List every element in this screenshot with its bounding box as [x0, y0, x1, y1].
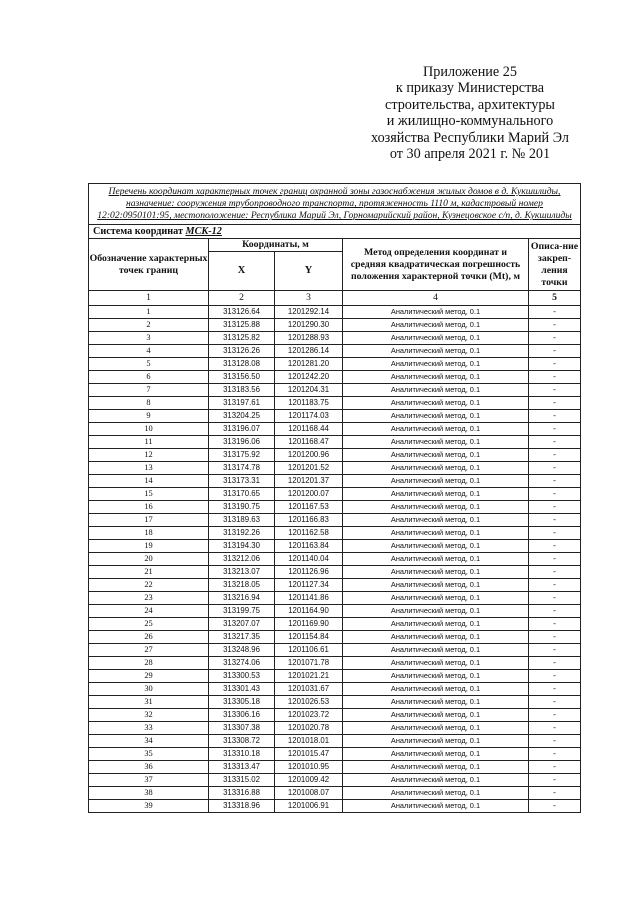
cell-x: 313318.96 [209, 800, 275, 813]
table-row [89, 631, 581, 644]
table-row [89, 605, 581, 618]
cell-point-number: 24 [89, 605, 209, 618]
cell-description: - [529, 566, 581, 579]
cell-point-number: 37 [89, 774, 209, 787]
cell-x: 313183.56 [209, 384, 275, 397]
cell-x: 313170.65 [209, 488, 275, 501]
cell-point-number: 22 [89, 579, 209, 592]
cell-method: Аналитический метод, 0.1 [343, 670, 529, 683]
cell-x: 313199.75 [209, 605, 275, 618]
cell-description: - [529, 631, 581, 644]
cell-x: 313213.07 [209, 566, 275, 579]
cell-description: - [529, 683, 581, 696]
cell-point-number: 7 [89, 384, 209, 397]
cell-method: Аналитический метод, 0.1 [343, 605, 529, 618]
cell-method: Аналитический метод, 0.1 [343, 592, 529, 605]
cell-method: Аналитический метод, 0.1 [343, 332, 529, 345]
table-row [89, 488, 581, 501]
cell-y: 1201242.20 [275, 371, 343, 384]
cell-point-number: 17 [89, 514, 209, 527]
cell-point-number: 32 [89, 709, 209, 722]
table-row [89, 618, 581, 631]
cell-y: 1201168.47 [275, 436, 343, 449]
table-row [89, 371, 581, 384]
table-row [89, 553, 581, 566]
cell-method: Аналитический метод, 0.1 [343, 657, 529, 670]
cell-description: - [529, 488, 581, 501]
coordinate-system-label: Система координат [93, 225, 183, 237]
cell-y: 1201009.42 [275, 774, 343, 787]
table-row [89, 319, 581, 332]
cell-y: 1201288.93 [275, 332, 343, 345]
cell-y: 1201183.75 [275, 397, 343, 410]
appendix-line: от 30 апреля 2021 г. № 201 [389, 146, 551, 163]
cell-point-number: 6 [89, 371, 209, 384]
cell-description: - [529, 696, 581, 709]
cell-point-number: 27 [89, 644, 209, 657]
cell-point-number: 31 [89, 696, 209, 709]
cell-y: 1201026.53 [275, 696, 343, 709]
column-numbers-row [89, 291, 581, 306]
cell-y: 1201200.07 [275, 488, 343, 501]
cell-x: 313315.02 [209, 774, 275, 787]
cell-x: 313218.05 [209, 579, 275, 592]
cell-x: 313126.26 [209, 345, 275, 358]
caption-row [89, 184, 581, 225]
cell-point-number: 2 [89, 319, 209, 332]
cell-description: - [529, 306, 581, 319]
cell-point-number: 3 [89, 332, 209, 345]
cell-method: Аналитический метод, 0.1 [343, 410, 529, 423]
cell-x: 313156.50 [209, 371, 275, 384]
cell-method: Аналитический метод, 0.1 [343, 384, 529, 397]
table-row [89, 566, 581, 579]
appendix-line: строительства, архитектуры [385, 96, 555, 113]
cell-description: - [529, 735, 581, 748]
cell-x: 313125.88 [209, 319, 275, 332]
cell-x: 313125.82 [209, 332, 275, 345]
cell-x: 313217.35 [209, 631, 275, 644]
cell-description: - [529, 436, 581, 449]
cell-x: 313313.47 [209, 761, 275, 774]
cell-y: 1201290.30 [275, 319, 343, 332]
cell-method: Аналитический метод, 0.1 [343, 709, 529, 722]
cell-x: 313174.78 [209, 462, 275, 475]
cell-y: 1201166.83 [275, 514, 343, 527]
table-caption: Перечень координат характерных точек границ охранной зоны газоснабжения жилых домов в д. Кукшилиды, назначение: сооружения трубопроводного транспорта, протяженность 1110 м, кадастровый номер 12:02:0950101:95, местоположение: Республика Марий Эл, Горномарийский район, Кузнецовское с/п, д. Кукшилиды [89, 184, 581, 225]
cell-y: 1201071.78 [275, 657, 343, 670]
cell-description: - [529, 423, 581, 436]
cell-y: 1201167.53 [275, 501, 343, 514]
cell-description: - [529, 748, 581, 761]
table-row [89, 345, 581, 358]
cell-description: - [529, 592, 581, 605]
cell-point-number: 16 [89, 501, 209, 514]
cell-point-number: 9 [89, 410, 209, 423]
cell-point-number: 34 [89, 735, 209, 748]
cell-y: 1201020.78 [275, 722, 343, 735]
table-row [89, 332, 581, 345]
cell-method: Аналитический метод, 0.1 [343, 787, 529, 800]
cell-description: - [529, 397, 581, 410]
table-row [89, 384, 581, 397]
cell-method: Аналитический метод, 0.1 [343, 358, 529, 371]
cell-point-number: 18 [89, 527, 209, 540]
cell-description: - [529, 618, 581, 631]
cell-description: - [529, 319, 581, 332]
cell-point-number: 15 [89, 488, 209, 501]
cell-method: Аналитический метод, 0.1 [343, 566, 529, 579]
cell-method: Аналитический метод, 0.1 [343, 683, 529, 696]
cell-y: 1201164.90 [275, 605, 343, 618]
table-row [89, 306, 581, 319]
column-number: 1 [89, 291, 209, 306]
cell-x: 313316.88 [209, 787, 275, 800]
cell-point-number: 14 [89, 475, 209, 488]
header-y: Y [275, 252, 343, 291]
cell-x: 313207.07 [209, 618, 275, 631]
cell-description: - [529, 514, 581, 527]
table-row [89, 436, 581, 449]
cell-y: 1201023.72 [275, 709, 343, 722]
table-row [89, 449, 581, 462]
cell-x: 313126.64 [209, 306, 275, 319]
cell-x: 313204.25 [209, 410, 275, 423]
cell-y: 1201006.91 [275, 800, 343, 813]
cell-method: Аналитический метод, 0.1 [343, 553, 529, 566]
cell-x: 313301.43 [209, 683, 275, 696]
cell-point-number: 13 [89, 462, 209, 475]
cell-description: - [529, 371, 581, 384]
cell-x: 313196.06 [209, 436, 275, 449]
cell-description: - [529, 644, 581, 657]
table-row [89, 397, 581, 410]
cell-method: Аналитический метод, 0.1 [343, 462, 529, 475]
cell-description: - [529, 579, 581, 592]
coordinate-system-value: МСК-12 [185, 225, 222, 237]
cell-method: Аналитический метод, 0.1 [343, 527, 529, 540]
cell-description: - [529, 722, 581, 735]
cell-description: - [529, 501, 581, 514]
cell-y: 1201204.31 [275, 384, 343, 397]
cell-description: - [529, 358, 581, 371]
cell-y: 1201281.20 [275, 358, 343, 371]
cell-x: 313305.18 [209, 696, 275, 709]
table-row [89, 787, 581, 800]
cell-y: 1201018.01 [275, 735, 343, 748]
table-row [89, 800, 581, 813]
cell-point-number: 25 [89, 618, 209, 631]
cell-y: 1201168.44 [275, 423, 343, 436]
cell-point-number: 21 [89, 566, 209, 579]
cell-method: Аналитический метод, 0.1 [343, 423, 529, 436]
cell-point-number: 4 [89, 345, 209, 358]
column-number: 3 [275, 291, 343, 306]
table-row [89, 670, 581, 683]
cell-point-number: 5 [89, 358, 209, 371]
cell-y: 1201141.86 [275, 592, 343, 605]
cell-method: Аналитический метод, 0.1 [343, 761, 529, 774]
table-row [89, 761, 581, 774]
cell-x: 313194.30 [209, 540, 275, 553]
table-row [89, 657, 581, 670]
table-row [89, 774, 581, 787]
table-row [89, 514, 581, 527]
coordinate-system [89, 225, 581, 239]
cell-point-number: 12 [89, 449, 209, 462]
cell-description: - [529, 475, 581, 488]
cell-method: Аналитический метод, 0.1 [343, 514, 529, 527]
cell-method: Аналитический метод, 0.1 [343, 475, 529, 488]
cell-y: 1201106.61 [275, 644, 343, 657]
cell-description: - [529, 540, 581, 553]
cell-x: 313308.72 [209, 735, 275, 748]
cell-description: - [529, 345, 581, 358]
table-row [89, 540, 581, 553]
cell-x: 313306.16 [209, 709, 275, 722]
cell-method: Аналитический метод, 0.1 [343, 345, 529, 358]
cell-point-number: 29 [89, 670, 209, 683]
cell-x: 313248.96 [209, 644, 275, 657]
cell-description: - [529, 709, 581, 722]
cell-method: Аналитический метод, 0.1 [343, 618, 529, 631]
cell-y: 1201292.14 [275, 306, 343, 319]
appendix-line: хозяйства Республики Марий Эл [371, 129, 569, 146]
cell-x: 313190.75 [209, 501, 275, 514]
table-row [89, 475, 581, 488]
table-row [89, 410, 581, 423]
cell-x: 313307.38 [209, 722, 275, 735]
cell-y: 1201140.04 [275, 553, 343, 566]
cell-method: Аналитический метод, 0.1 [343, 631, 529, 644]
cell-point-number: 19 [89, 540, 209, 553]
table-row [89, 696, 581, 709]
cell-method: Аналитический метод, 0.1 [343, 306, 529, 319]
cell-method: Аналитический метод, 0.1 [343, 397, 529, 410]
cell-description: - [529, 787, 581, 800]
cell-method: Аналитический метод, 0.1 [343, 800, 529, 813]
cell-description: - [529, 657, 581, 670]
cell-method: Аналитический метод, 0.1 [343, 319, 529, 332]
cell-point-number: 39 [89, 800, 209, 813]
column-number: 4 [343, 291, 529, 306]
cell-description: - [529, 462, 581, 475]
cell-method: Аналитический метод, 0.1 [343, 774, 529, 787]
appendix-line: и жилищно-коммунального [386, 113, 554, 130]
cell-description: - [529, 410, 581, 423]
cell-y: 1201201.52 [275, 462, 343, 475]
cell-description: - [529, 449, 581, 462]
appendix-line: к приказу Министерства [395, 80, 545, 97]
cell-x: 313274.06 [209, 657, 275, 670]
cell-point-number: 11 [89, 436, 209, 449]
cell-description: - [529, 384, 581, 397]
cell-x: 313173.31 [209, 475, 275, 488]
cell-x: 313189.63 [209, 514, 275, 527]
column-number: 5 [529, 291, 581, 306]
table-row [89, 423, 581, 436]
cell-point-number: 26 [89, 631, 209, 644]
cell-y: 1201021.21 [275, 670, 343, 683]
header-method: Метод определения координат и средняя квадратическая погрешность положения характерной точки (Mt), м [343, 239, 529, 291]
cell-point-number: 28 [89, 657, 209, 670]
cell-point-number: 33 [89, 722, 209, 735]
header-description: Описа-ние закреп-ления точки [529, 239, 581, 291]
table-row [89, 683, 581, 696]
cell-y: 1201154.84 [275, 631, 343, 644]
cell-method: Аналитический метод, 0.1 [343, 696, 529, 709]
cell-x: 313310.18 [209, 748, 275, 761]
cell-point-number: 23 [89, 592, 209, 605]
table-row [89, 527, 581, 540]
cell-y: 1201162.58 [275, 527, 343, 540]
cell-x: 313300.53 [209, 670, 275, 683]
cell-y: 1201015.47 [275, 748, 343, 761]
cell-method: Аналитический метод, 0.1 [343, 735, 529, 748]
cell-y: 1201163.84 [275, 540, 343, 553]
cell-y: 1201126.96 [275, 566, 343, 579]
column-number: 2 [209, 291, 275, 306]
cell-description: - [529, 527, 581, 540]
cell-description: - [529, 605, 581, 618]
cell-method: Аналитический метод, 0.1 [343, 540, 529, 553]
cell-x: 313216.94 [209, 592, 275, 605]
coordinates-table [88, 183, 581, 813]
header-coordinates: Координаты, м [209, 239, 343, 252]
cell-description: - [529, 670, 581, 683]
cell-point-number: 30 [89, 683, 209, 696]
cell-method: Аналитический метод, 0.1 [343, 501, 529, 514]
table-row [89, 748, 581, 761]
cell-x: 313196.07 [209, 423, 275, 436]
cell-y: 1201201.37 [275, 475, 343, 488]
cell-x: 313197.61 [209, 397, 275, 410]
cell-method: Аналитический метод, 0.1 [343, 748, 529, 761]
table-row [89, 462, 581, 475]
cell-y: 1201200.96 [275, 449, 343, 462]
cell-point-number: 10 [89, 423, 209, 436]
cell-point-number: 35 [89, 748, 209, 761]
table-row [89, 501, 581, 514]
cell-point-number: 1 [89, 306, 209, 319]
cell-y: 1201010.95 [275, 761, 343, 774]
cell-method: Аналитический метод, 0.1 [343, 722, 529, 735]
cell-method: Аналитический метод, 0.1 [343, 488, 529, 501]
cell-point-number: 8 [89, 397, 209, 410]
table-row [89, 358, 581, 371]
cell-description: - [529, 800, 581, 813]
cell-y: 1201031.67 [275, 683, 343, 696]
cell-y: 1201169.90 [275, 618, 343, 631]
cell-method: Аналитический метод, 0.1 [343, 644, 529, 657]
header-x: X [209, 252, 275, 291]
cell-point-number: 20 [89, 553, 209, 566]
cell-point-number: 38 [89, 787, 209, 800]
table-row [89, 644, 581, 657]
cell-method: Аналитический метод, 0.1 [343, 449, 529, 462]
cell-method: Аналитический метод, 0.1 [343, 436, 529, 449]
header-row [89, 239, 581, 252]
cell-method: Аналитический метод, 0.1 [343, 579, 529, 592]
cell-description: - [529, 774, 581, 787]
table-row [89, 709, 581, 722]
table-row [89, 735, 581, 748]
cell-y: 1201286.14 [275, 345, 343, 358]
cell-description: - [529, 332, 581, 345]
cell-x: 313175.92 [209, 449, 275, 462]
table-row [89, 579, 581, 592]
cell-y: 1201127.34 [275, 579, 343, 592]
cell-y: 1201174.03 [275, 410, 343, 423]
cell-x: 313212.06 [209, 553, 275, 566]
cell-x: 313128.08 [209, 358, 275, 371]
appendix-header [360, 64, 580, 162]
table-row [89, 722, 581, 735]
system-row [89, 225, 581, 239]
cell-method: Аналитический метод, 0.1 [343, 371, 529, 384]
cell-description: - [529, 761, 581, 774]
cell-description: - [529, 553, 581, 566]
cell-point-number: 36 [89, 761, 209, 774]
cell-y: 1201008.07 [275, 787, 343, 800]
cell-x: 313192.26 [209, 527, 275, 540]
table-row [89, 592, 581, 605]
appendix-line: Приложение 25 [423, 64, 517, 80]
header-point-designation: Обозначение характерных точек границ [89, 239, 209, 291]
